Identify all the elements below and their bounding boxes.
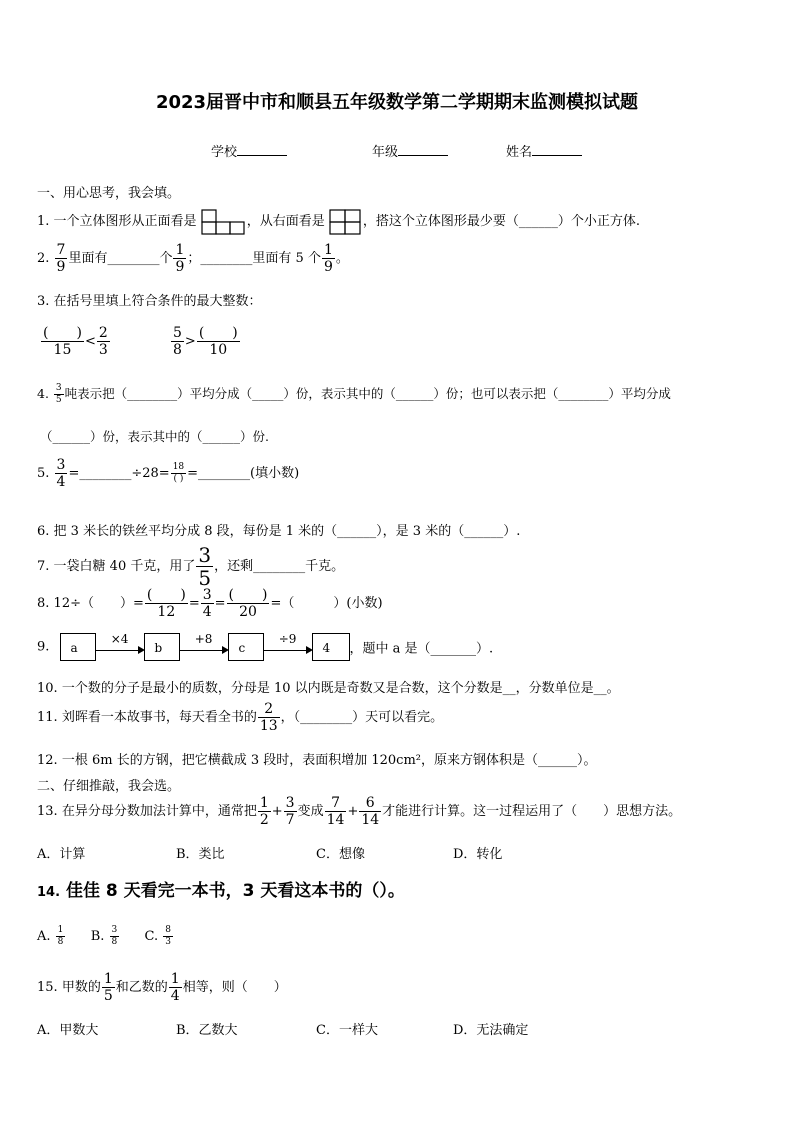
question-number: 8. — [37, 596, 50, 611]
flow-box-b: b — [144, 633, 180, 661]
page-title: 2023届晋中市和顺县五年级数学第二学期期末监测模拟试题 — [155, 92, 639, 113]
fraction: $\frac{( )}{20}$ — [228, 587, 268, 620]
fraction: $\frac{3}{5}$ — [55, 383, 62, 405]
section-2-heading: 二、仔细推敲，我会选。 — [37, 779, 181, 794]
question-number: 11. — [37, 710, 58, 725]
question-text: 在异分母分数加法计算中，通常把 — [61, 804, 257, 819]
grade-label: 年级 — [372, 145, 399, 160]
fraction: $\frac{1}{5}$ — [103, 971, 113, 1004]
question-text: 相等，则（ ） — [182, 980, 287, 995]
question-number: 10. — [37, 681, 58, 696]
question-5 — [37, 458, 299, 489]
question-text: 才能进行计算。这一过程运用了（ ）思想方法。 — [382, 804, 682, 819]
question-text: 甲数的 — [61, 980, 101, 995]
question-7 — [37, 545, 344, 588]
question-text: 。 — [335, 251, 349, 266]
question-11 — [37, 702, 443, 733]
fraction: $\frac{1}{2}$ — [259, 795, 269, 828]
q15-option-a[interactable]: A．甲数大 — [37, 1023, 99, 1038]
q14-option-b[interactable]: B. $\frac{3}{8}$ — [90, 925, 118, 947]
question-text: 一个立体图形从正面看是 — [53, 214, 197, 229]
flow-arrow: +8 — [180, 633, 228, 661]
grade-blank — [398, 143, 448, 156]
arrow-head-icon — [138, 646, 145, 654]
front-view-figure — [201, 209, 247, 235]
name-label: 姓名 — [506, 145, 533, 160]
question-8: 8. 12÷（ ）= $\frac{( )}{12}$ = $\frac{3}{4}$ = $\frac{( )}{20}$ =（ ）(小数) — [37, 587, 383, 620]
grade-field — [372, 141, 448, 160]
question-text: ，还剩________千克。 — [214, 559, 345, 574]
fraction: $\frac{3}{4}$ — [202, 587, 212, 620]
flow-box-a: a — [60, 633, 96, 661]
name-field — [506, 141, 582, 160]
question-text: =________(填小数) — [187, 466, 300, 481]
fraction: $\frac{1}{4}$ — [170, 971, 180, 1004]
school-field — [211, 141, 287, 160]
flow-box-result: 4 — [312, 633, 350, 661]
question-text: 变成 — [297, 804, 324, 819]
question-text: 里面有________个 — [68, 251, 173, 266]
question-text: =________÷28= — [68, 466, 170, 481]
q14-option-a[interactable]: A. $\frac{1}{8}$ — [37, 925, 64, 947]
question-number: 5. — [37, 466, 50, 481]
question-3 — [37, 290, 262, 309]
fraction: $\frac{2}{13}$ — [259, 701, 278, 734]
q13-option-b[interactable]: B．类比 — [176, 847, 225, 862]
question-text: ；________里面有 5 个 — [187, 251, 321, 266]
question-text: ，题中 a 是（_______）. — [349, 641, 494, 657]
section-1-heading: 一、用心思考，我会填。 — [37, 186, 181, 201]
question-number: 1. — [37, 214, 50, 229]
question-6 — [37, 520, 520, 539]
fraction: $\frac{5}{8}$ — [173, 325, 182, 358]
question-text: 12÷（ ）= — [53, 596, 144, 611]
question-text: 一根 6m 长的方钢，把它横截成 3 段时，表面积增加 120cm²，原来方钢体积是（______）。 — [61, 753, 597, 768]
question-text: ，（________）天可以看完。 — [280, 710, 444, 725]
q15-option-c[interactable]: C．一样大 — [316, 1023, 378, 1038]
q13-option-c[interactable]: C．想像 — [316, 847, 365, 862]
question-4 — [37, 384, 671, 405]
inequality-1 — [40, 326, 111, 357]
name-blank — [532, 143, 582, 156]
question-number: 7. — [37, 559, 50, 574]
arrow-head-icon — [306, 646, 313, 654]
question-text: 吨表示把（________）平均分成（_____）份，表示其中的（______）份；也可以表示把（________）平均分成 — [64, 386, 671, 401]
question-text: =（ ）(小数) — [270, 596, 383, 611]
q13-option-a[interactable]: A．计算 — [37, 847, 86, 862]
fraction: $\frac{2}{3}$ — [98, 325, 108, 358]
question-text: 佳佳 8 天看完一本书，3 天看这本书的（）。 — [65, 881, 405, 901]
right-view-figure — [329, 209, 363, 235]
fraction: $\frac{18}{( )}$ — [172, 462, 185, 484]
question-number: 12. — [37, 753, 58, 768]
question-text: 刘晖看一本故事书，每天看全书的 — [61, 710, 257, 725]
question-text: 一袋白糖 40 千克，用了 — [53, 559, 196, 574]
fraction: $\frac{1}{9}$ — [175, 242, 185, 275]
fraction: $\frac{( )}{10}$ — [198, 325, 238, 358]
school-blank — [237, 143, 287, 156]
fraction: $\frac{3}{5}$ — [198, 543, 212, 590]
question-number: 3. — [37, 294, 50, 309]
fraction: $\frac{3}{4}$ — [56, 457, 66, 490]
question-12 — [37, 749, 597, 768]
question-10 — [37, 677, 620, 696]
greater-than-sign: > — [184, 334, 196, 349]
question-4-line-2: （______）份，表示其中的（______）份. — [40, 429, 269, 444]
question-number: 14. — [37, 885, 61, 900]
question-number: 9. — [37, 639, 50, 655]
school-label: 学校 — [211, 145, 238, 160]
less-than-sign: < — [84, 334, 96, 349]
question-1 — [37, 208, 640, 236]
question-number: 15. — [37, 980, 58, 995]
fraction: $\frac{7}{9}$ — [56, 242, 66, 275]
fraction: $\frac{3}{7}$ — [285, 795, 295, 828]
q13-option-d[interactable]: D．转化 — [453, 847, 503, 862]
flow-arrow: ÷9 — [264, 633, 312, 661]
q14-option-c[interactable]: C. $\frac{8}{3}$ — [144, 925, 172, 947]
question-13: 13. 在异分母分数加法计算中，通常把 $\frac{1}{2}$ + $\frac{3}{7}$ 变成 $\frac{7}{14}$ + $\frac{6}{14}$ 才能进行计算。这一过程运用了（ ）思想方法。 — [37, 795, 682, 828]
question-text: 把 3 米长的铁丝平均分成 8 段，每份是 1 米的（______），是 3 米的（______）. — [53, 524, 521, 539]
question-number: 6. — [37, 524, 50, 539]
fraction: $\frac{7}{14}$ — [326, 795, 345, 828]
question-14 — [37, 876, 405, 901]
flow-box-c: c — [228, 633, 264, 661]
question-text: 在括号里填上符合条件的最大整数： — [53, 294, 262, 309]
flow-arrow: ×4 — [96, 633, 144, 661]
fraction: $\frac{( )}{15}$ — [43, 325, 82, 358]
fraction: $\frac{( )}{12}$ — [146, 587, 186, 620]
q14-options — [37, 926, 174, 947]
arrow-head-icon — [222, 646, 229, 654]
question-number: 4. — [37, 386, 49, 401]
question-number: 2. — [37, 251, 50, 266]
question-number: 13. — [37, 804, 58, 819]
fraction: $\frac{1}{9}$ — [323, 242, 333, 275]
question-15 — [37, 972, 287, 1003]
fraction: $\frac{6}{14}$ — [361, 795, 380, 828]
inequality-2 — [170, 326, 241, 357]
fraction: $\frac{8}{3}$ — [165, 925, 172, 947]
question-text: 一个数的分子是最小的质数，分母是 10 以内既是奇数又是合数，这个分数是__，分数单位是__。 — [61, 681, 620, 696]
fraction: $\frac{1}{8}$ — [57, 925, 64, 947]
question-9 — [37, 633, 493, 661]
question-2 — [37, 243, 349, 274]
q15-option-b[interactable]: B．乙数大 — [176, 1023, 238, 1038]
q15-option-d[interactable]: D．无法确定 — [453, 1023, 529, 1038]
fraction: $\frac{3}{8}$ — [111, 925, 118, 947]
question-text: ，搭这个立体图形最少要（______）个小正方体. — [362, 214, 640, 229]
question-text: ，从右面看是 — [246, 214, 325, 229]
question-text: 和乙数的 — [115, 980, 168, 995]
